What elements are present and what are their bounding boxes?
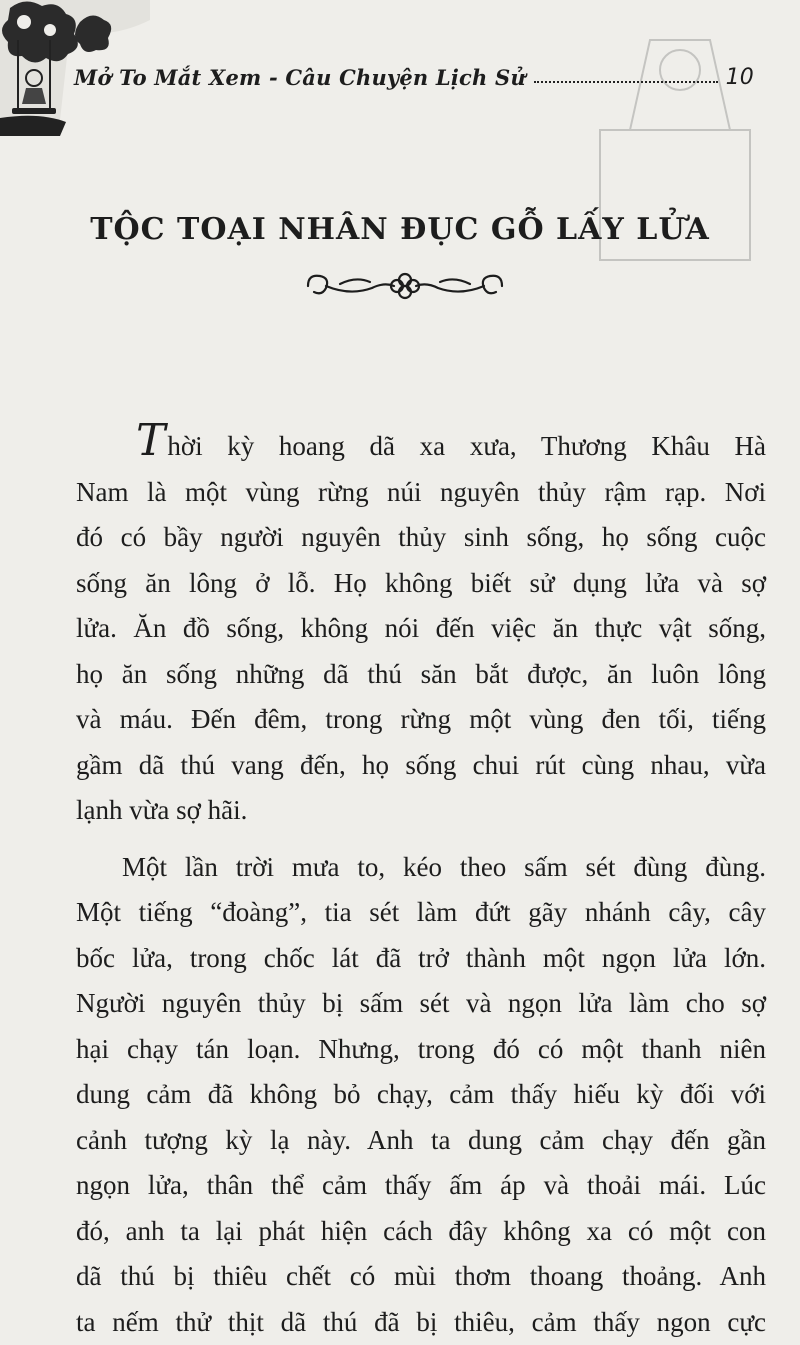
dot-leader [534,81,718,83]
paragraph-line: hại chạy tán loạn. Nhưng, trong đó có một thanh niên [76,1027,766,1073]
paragraph-line: bốc lửa, trong chốc lát đã trở thành một ngọn lửa lớn. [76,936,766,982]
paragraph-line: cảnh tượng kỳ lạ này. Anh ta dung cảm chạy đến gần [76,1118,766,1164]
page-number: 10 [726,65,754,90]
paragraph-line: gầm dã thú vang đến, họ sống chui rút cùng nhau, vừa [76,743,766,789]
paragraph-line: Một lần trời mưa to, kéo theo sấm sét đùng đùng. [76,845,766,891]
paragraph-line: dung cảm đã không bỏ chạy, cảm thấy hiếu kỳ đối với [76,1072,766,1118]
chapter-title: TỘC TOẠI NHÂN ĐỤC GỖ LẤY LỬA [0,212,800,247]
running-header [74,58,754,90]
paragraph-line: Người nguyên thủy bị sấm sét và ngọn lửa làm cho sợ [76,981,766,1027]
paragraph-line: ta nếm thử thịt dã thú đã bị thiêu, cảm thấy ngon cực [76,1300,766,1345]
paragraph-line: đó, anh ta lại phát hiện cách đây không xa có một con [76,1209,766,1255]
paragraph-line: Một tiếng “đoàng”, tia sét làm đứt gãy nhánh cây, cây [76,890,766,936]
drop-cap: T [136,415,165,466]
flourish-ornament [300,266,510,306]
body-text [76,424,766,1345]
paragraph-line: Thời kỳ hoang dã xa xưa, Thương Khâu Hà [76,424,766,470]
paragraph-line: lửa. Ăn đồ sống, không nói đến việc ăn thực vật sống, [76,606,766,652]
paragraph-line: và máu. Đến đêm, trong rừng một vùng đen tối, tiếng [76,697,766,743]
paragraph-line: lạnh vừa sợ hãi. [76,788,766,834]
running-title: Mở To Mắt Xem - Câu Chuyện Lịch Sử [74,65,526,90]
paragraph-line: sống ăn lông ở lỗ. Họ không biết sử dụng lửa và sợ [76,561,766,607]
paragraph-line: Nam là một vùng rừng núi nguyên thủy rậm rạp. Nơi [76,470,766,516]
paragraph-line: ngọn lửa, thân thể cảm thấy ấm áp và thoải mái. Lúc [76,1163,766,1209]
paragraph-line: đó có bầy người nguyên thủy sinh sống, họ sống cuộc [76,515,766,561]
background-sketch [560,0,800,300]
paragraph-line: dã thú bị thiêu chết có mùi thơm thoang thoảng. Anh [76,1254,766,1300]
paragraph-line: họ ăn sống những dã thú săn bắt được, ăn luôn lông [76,652,766,698]
